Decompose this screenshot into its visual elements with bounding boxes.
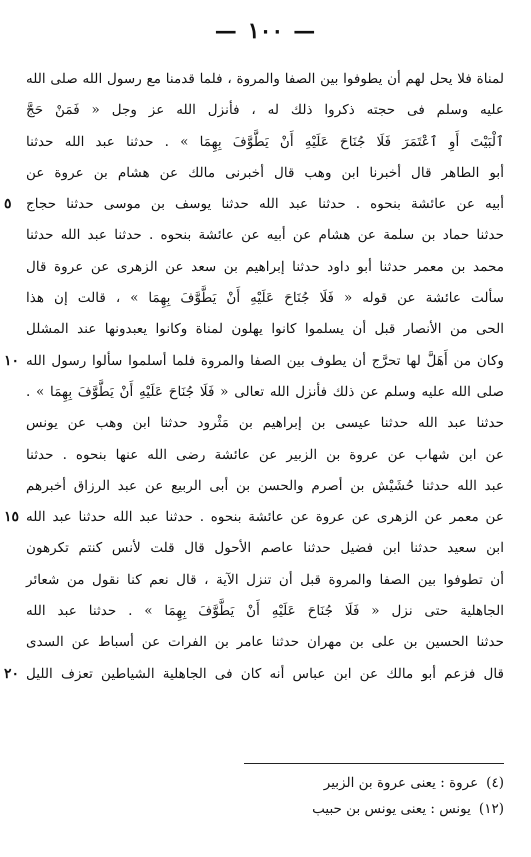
footnote: [34, 770, 504, 796]
line-text: الحى من الأنصار قبل أن يسلموا كانوا يهلون لمناة وكانوا يعبدونها عند المشلل: [26, 321, 504, 338]
line-text: لمناة فلا يحل لهم أن يطوفوا بين الصفا والمروة ، فلما قدمنا مع رسول الله صلى الله: [26, 71, 504, 87]
text-line: [4, 189, 504, 220]
page-number-value: ١٠٠: [247, 18, 284, 44]
text-line: [4, 346, 504, 377]
text-line: [26, 627, 504, 658]
line-text: عن معمر عن الزهرى عن عروة عن عائشة بنحوه . حدثنا عبد الله حدثنا عبد الله: [26, 509, 504, 526]
margin-line-number: ١٠: [4, 352, 20, 369]
line-text: عليه وسلم فى حجته ذكروا ذلك له ، فأنزل الله عز وجل « فَمَنْ حَجَّ: [26, 102, 504, 119]
footnote-number: (١٢): [478, 801, 504, 817]
text-line: [26, 408, 504, 439]
line-text: صلى الله عليه وسلم عن ذلك فأنزل الله تعالى « فَلَا جُنَاحَ عَلَيْهِ أَنْ يَطَّوَّفَ بِهِمَا » .: [26, 383, 504, 400]
text-line: [26, 440, 504, 471]
text-line: [26, 471, 504, 502]
line-text: عن ابن شهاب عن عروة بن الزبير عن عائشة رضى الله عنها بنحوه . حدثنا: [26, 446, 504, 463]
text-line: [26, 283, 504, 314]
line-text: أبو الطاهر قال أخبرنا ابن وهب قال أخبرنى مالك عن هشام بن عروة عن: [26, 164, 504, 181]
page-number-dash-right: —: [293, 18, 317, 44]
line-text: حدثنا عبد الله حدثنا عيسى بن إبراهيم بن مَثْرود حدثنا ابن وهب عن يونس: [26, 415, 504, 432]
margin-line-number: ١٥: [4, 509, 20, 526]
footnote-text: عروة : يعنى عروة بن الزبير: [323, 775, 479, 791]
text-line: [26, 252, 504, 283]
line-text: حدثنا حماد بن سلمة عن هشام عن أبيه عن عائشة بنحوه . حدثنا عبد الله حدثنا: [26, 227, 504, 244]
text-line: [26, 127, 504, 158]
line-text: الجاهلية حتى نزل « فَلَا جُنَاحَ عَلَيْهِ أَنْ يَطَّوَّفَ بِهِمَا » . حدثنا عبد الله: [26, 603, 504, 620]
line-text: ٱلْبَيْتَ أَوِ ٱعْتَمَرَ فَلَا جُنَاحَ عَلَيْهِ أَنْ يَطَّوَّفَ بِهِمَا » . حدثنا عبد الله حدثنا: [26, 133, 504, 150]
line-text: ابن سعيد حدثنا ابن فضيل حدثنا عاصم الأحول قال قلت لأنس كنتم تكرهون: [26, 540, 504, 557]
page-number: [0, 18, 531, 44]
line-text: محمد بن معمر حدثنا أبو داود حدثنا إبراهيم بن سعد عن الزهرى عن عروة قال: [26, 258, 504, 275]
text-line: [4, 659, 504, 690]
margin-line-number: ٢٠: [4, 665, 20, 682]
text-line: [26, 596, 504, 627]
line-text: أبيه عن عائشة بنحوه . حدثنا عبد الله حدثنا يوسف بن موسى حدثنا حجاج: [26, 196, 504, 213]
main-text: [4, 64, 504, 690]
text-line: [4, 502, 504, 533]
line-text: وكان من أَهَلَّ لها تحرَّج أن يطوف بين الصفا والمروة فلما أسلموا سألوا رسول الله: [26, 352, 504, 369]
footnotes: [34, 770, 504, 822]
footnote-divider: [244, 763, 504, 764]
text-line: [26, 220, 504, 251]
footnote-text: يونس : يعنى يونس بن حبيب: [312, 801, 471, 817]
text-line: [26, 377, 504, 408]
text-line: [26, 314, 504, 345]
margin-line-number: ٥: [4, 196, 12, 213]
text-line: [26, 565, 504, 596]
line-text: سألت عائشة عن قوله « فَلَا جُنَاحَ عَلَيْهِ أَنْ يَطَّوَّفَ بِهِمَا » ، قالت إن هذا: [26, 290, 504, 307]
text-line: [26, 95, 504, 126]
line-text: عبد الله حدثنا حُشَيْش بن أصرم والحسن بن أبى الربيع عن عبد الرزاق أخبرهم: [26, 477, 504, 494]
line-text: حدثنا الحسين بن على بن مهران حدثنا عامر بن الفرات عن أسباط عن السدى: [26, 634, 504, 651]
line-text: أن تطوفوا بين الصفا والمروة قبل أن تنزل الآية ، قال نعم كنا نقول من شعائر: [26, 571, 504, 588]
page-number-dash-left: —: [214, 18, 238, 44]
line-text: قال فزعم أبو مالك عن ابن عباس أنه كان فى الجاهلية الشياطين تعزف الليل: [26, 665, 504, 682]
footnote-number: (٤): [486, 775, 504, 791]
footnote: [34, 796, 504, 822]
text-line: [26, 64, 504, 95]
text-line: [26, 158, 504, 189]
text-line: [26, 533, 504, 564]
